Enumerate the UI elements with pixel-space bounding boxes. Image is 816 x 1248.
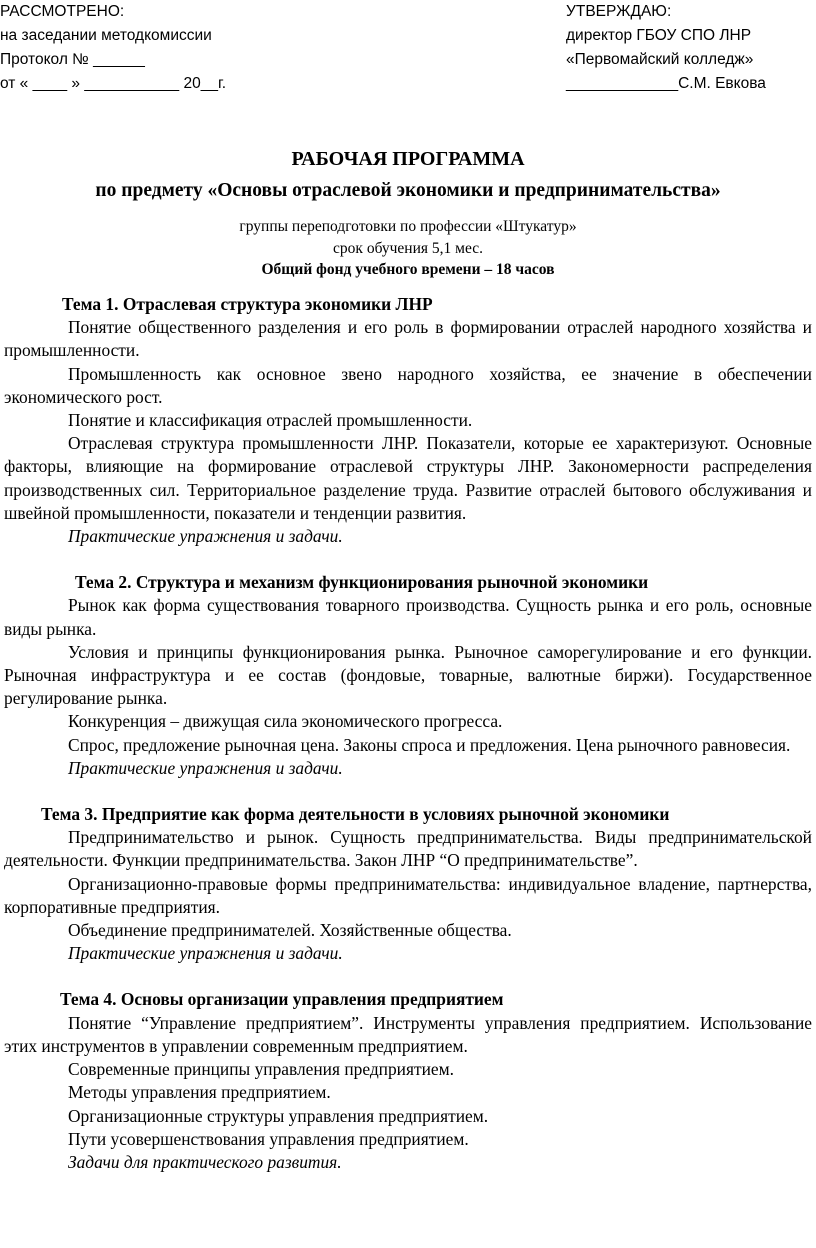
approval-block-reviewed [0,0,380,96]
reviewed-label: РАССМОТРЕНО: [0,3,125,20]
topic-paragraph: Предпринимательство и рынок. Сущность предпринимательства. Виды предпринимательской деятельности. Функции предпринимательства. Закон ЛНР “О предпринимательстве”. [4,827,812,871]
term-line: срок обучения 5,1 мес. [333,240,483,257]
approved-label: УТВЕРЖДАЮ: [566,3,672,20]
topic-heading: Тема 4. Основы организации управления предприятием [60,989,504,1010]
protocol-line: Протокол № ______ [0,51,145,68]
topic-paragraph: Промышленность как основное звено народного хозяйства, ее значение в обеспечении экономического рост. [4,363,812,407]
document-title: РАБОЧАЯ ПРОГРАММА [291,148,525,170]
topic-1 [4,293,812,548]
topic-paragraph: Условия и принципы функционирования рынка. Рыночное саморегулирование и его функции. Рыночная инфраструктура и ее состав (фондовые, товарные, валютные биржи). Государственное регулирование рынка. [4,641,812,709]
topic-heading: Тема 3. Предприятие как форма деятельности в условиях рыночной экономики [41,804,670,825]
topic-paragraph: Методы управления предприятием. [68,1082,331,1103]
topic-paragraph: Понятие и классификация отраслей промышленности. [68,410,473,431]
signature-line: _____________С.М. Евкова [566,75,766,92]
topic-paragraph: Объединение предпринимателей. Хозяйственные общества. [68,920,512,941]
topic-paragraph: Спрос, предложение рыночная цена. Законы спроса и предложения. Цена рыночного равновесия. [68,734,791,755]
practice-line: Задачи для практического развития. [68,1151,342,1172]
director-line: директор ГБОУ СПО ЛНР [566,27,752,44]
college-line: «Первомайский колледж» [566,51,754,68]
topic-paragraph: Понятие общественного разделения и его роль в формировании отраслей народного хозяйства и промышленности. [4,317,812,361]
hours-line: Общий фонд учебного времени – 18 часов [261,261,555,278]
practice-line: Практические упражнения и задачи. [68,526,343,547]
topic-paragraph: Рынок как форма существования товарного производства. Сущность рынка и его роль, основные виды рынка. [4,595,812,639]
topic-2 [4,571,812,780]
group-line: группы переподготовки по профессии «Штукатур» [239,218,577,235]
topic-4 [4,988,812,1174]
topic-paragraph: Отраслевая структура промышленности ЛНР. Показатели, которые ее характеризуют. Основные факторы, влияющие на формирование отраслевой структуры ЛНР. Закономерности распределения производственных сил. Территориальное разделение труда. Развитие отраслей бытового обслуживания и швейной промышленности, показатели и тенденции развития. [4,433,812,523]
topic-3 [4,803,812,965]
approval-block-approved [566,0,816,96]
practice-line: Практические упражнения и задачи. [68,757,343,778]
topic-paragraph: Конкуренция – движущая сила экономического прогресса. [68,711,503,732]
topic-paragraph: Организационные структуры управления предприятием. [68,1105,489,1126]
topic-paragraph: Организационно-правовые формы предпринимательства: индивидуальное владение, партнерства, корпоративные предприятия. [4,873,812,917]
topic-heading: Тема 2. Структура и механизм функционирования рыночной экономики [75,572,649,593]
practice-line: Практические упражнения и задачи. [68,943,343,964]
commission-line: на заседании методкомиссии [0,27,212,44]
topic-paragraph: Понятие “Управление предприятием”. Инструменты управления предприятием. Использование этих инструментов в управлении современным предприятием. [4,1012,812,1056]
topic-paragraph: Современные принципы управления предприятием. [68,1059,454,1080]
topic-heading: Тема 1. Отраслевая структура экономики ЛНР [62,294,433,314]
date-line: от « ____ » ___________ 20__г. [0,75,227,92]
subject-title: по предмету «Основы отраслевой экономики и предпринимательства» [95,180,721,201]
program-body [4,293,812,1174]
topic-paragraph: Пути усовершенствования управления предприятием. [68,1128,469,1149]
